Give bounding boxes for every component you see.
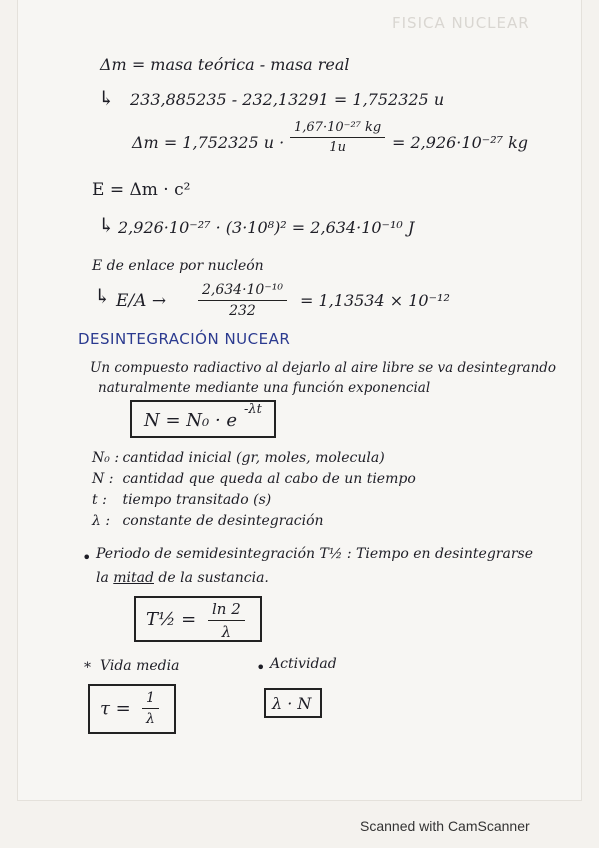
- variable-n: N : cantidad que queda al cabo de un tiempo: [92, 471, 416, 487]
- mean-life-fraction: [142, 690, 159, 727]
- binding-energy-fraction: [198, 282, 287, 319]
- half-life-box: [134, 596, 262, 642]
- activity-box: [264, 688, 322, 718]
- mass-conversion-denominator: 1u: [329, 140, 346, 155]
- mean-life-label: Vida media: [100, 658, 180, 674]
- mass-conversion-fraction: [290, 120, 385, 155]
- mass-conversion-numerator: 1,67·10⁻²⁷ kg: [290, 120, 385, 138]
- binding-energy-title: E de enlace por nucleón: [92, 258, 264, 274]
- activity-formula: λ · N: [272, 694, 312, 713]
- variable-t: t : tiempo transitado (s): [92, 492, 272, 508]
- half-life-fraction: [208, 600, 245, 641]
- asterisk-icon: *: [84, 660, 91, 676]
- mean-life-box: [88, 684, 176, 734]
- half-life-line-1: Periodo de semidesintegración T½ : Tiempo en desintegrarse: [96, 546, 533, 562]
- half-life-numerator: ln 2: [208, 600, 245, 621]
- variables-list: [92, 450, 416, 534]
- bullet-icon: •: [256, 658, 266, 677]
- intro-line-1: Un compuesto radiactivo al dejarlo al aire libre se va desintegrando: [90, 360, 557, 376]
- binding-energy-lhs: E/A →: [116, 291, 167, 311]
- section-heading: DESINTEGRACIÓN NUCEAR: [78, 330, 291, 348]
- half-life-emphasis: mitad: [113, 570, 154, 586]
- binding-energy-result: = 1,13534 × 10⁻¹²: [300, 291, 450, 310]
- half-life-lhs: T½ =: [146, 609, 197, 630]
- activity-label: Actividad: [270, 656, 337, 672]
- bleed-through-header: FISICA NUCLEAR: [392, 14, 530, 32]
- mean-life-lhs: τ =: [100, 698, 131, 719]
- mass-defect-calculation: 233,885235 - 232,13291 = 1,752325 u: [130, 90, 445, 109]
- arrow-icon: ↳: [94, 284, 111, 308]
- binding-energy-denominator: 232: [229, 303, 256, 319]
- decay-law-box: [130, 400, 276, 438]
- decay-law-formula: N = N₀ · e: [144, 410, 238, 431]
- arrow-icon: ↳: [98, 213, 115, 237]
- mass-conversion-result: = 2,926·10⁻²⁷ kg: [392, 133, 529, 152]
- energy-formula: E = Δm · c²: [92, 180, 191, 200]
- intro-line-2: naturalmente mediante una función exponencial: [98, 380, 431, 396]
- mean-life-numerator: 1: [142, 690, 159, 709]
- bullet-icon: •: [82, 548, 92, 567]
- half-life-line-2: la mitad de la sustancia.: [96, 570, 269, 586]
- arrow-icon: ↳: [98, 86, 115, 110]
- scanner-watermark: Scanned with CamScanner: [360, 818, 530, 834]
- binding-energy-numerator: 2,634·10⁻¹⁰: [198, 282, 287, 301]
- mean-life-denominator: λ: [146, 711, 155, 727]
- half-life-denominator: λ: [221, 623, 232, 641]
- mass-conversion-lhs: Δm = 1,752325 u ·: [132, 133, 285, 152]
- decay-law-exponent: -λt: [244, 402, 262, 417]
- mass-defect-definition: Δm = masa teórica - masa real: [100, 55, 350, 74]
- variable-lambda: λ : constante de desintegración: [92, 513, 324, 529]
- energy-calculation: 2,926·10⁻²⁷ · (3·10⁸)² = 2,634·10⁻¹⁰ J: [118, 218, 415, 237]
- variable-n0: N₀ : cantidad inicial (gr, moles, molecula): [92, 450, 385, 466]
